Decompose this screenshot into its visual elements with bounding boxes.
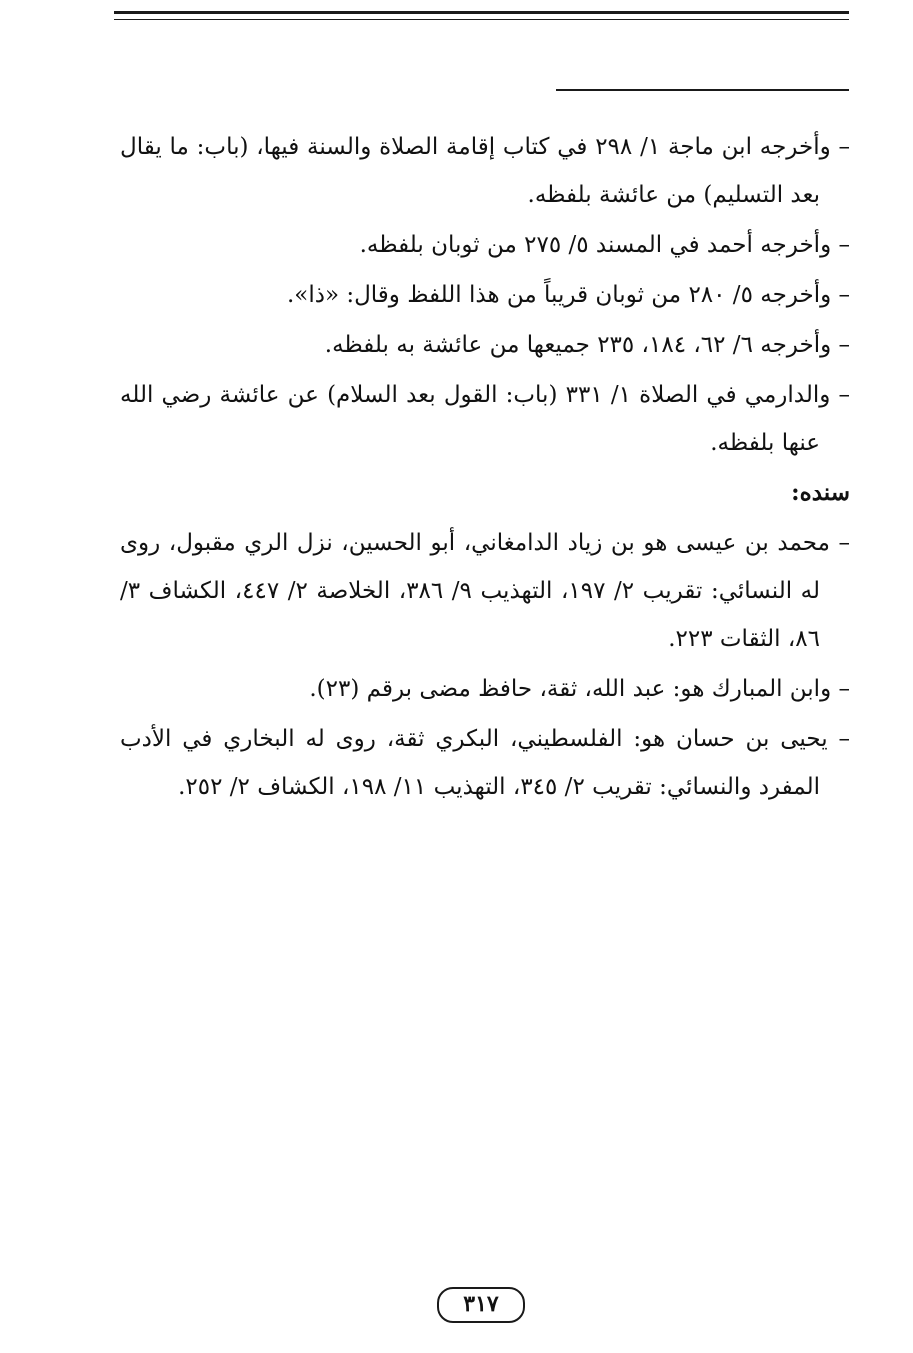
footnote-item: – وأخرجه ٦/ ٦٢، ١٨٤، ٢٣٥ جميعها من عائشة به بلفظه. [324, 332, 850, 358]
header-rule-thin [114, 19, 849, 20]
footnote-item: – والدارمي في الصلاة ١/ ٣٣١ (باب: القول بعد السلام) عن عائشة رضي الله عنها بلفظه. [120, 382, 851, 456]
page-number: ٣١٧ [437, 1287, 525, 1323]
footnote-separator [556, 89, 849, 91]
footnotes-body [120, 123, 850, 813]
footnote-item: – وأخرجه أحمد في المسند ٥/ ٢٧٥ من ثوبان بلفظه. [359, 232, 850, 258]
footnote-item: – وأخرجه ٥/ ٢٨٠ من ثوبان قريباً من هذا اللفظ وقال: «ذا». [286, 282, 850, 308]
footnote-item: – وابن المبارك هو: عبد الله، ثقة، حافظ مضى برقم (٢٣). [309, 676, 850, 702]
footnote-item: – محمد بن عيسى هو بن زياد الدامغاني، أبو الحسين، نزل الري مقبول، روى له النسائي: تقريب ٢/ ١٩٧، التهذيب ٩/ ٣٨٦، الخلاصة ٢/ ٤٤٧، الكشاف ٣/ ٨٦، الثقات ٢٢٣. [120, 530, 850, 652]
footnote-item: – يحيى بن حسان هو: الفلسطيني، البكري ثقة، روى له البخاري في الأدب المفرد والنسائي: تقريب ٢/ ٣٤٥، التهذيب ١١/ ١٩٨، الكشاف ٢/ ٢٥٢. [120, 726, 850, 800]
section-heading: سنده: [791, 479, 850, 506]
header-rule-thick [114, 11, 849, 14]
footnote-item: – وأخرجه ابن ماجة ١/ ٢٩٨ في كتاب إقامة الصلاة والسنة فيها، (باب: ما يقال بعد التسليم) من عائشة بلفظه. [120, 134, 851, 208]
